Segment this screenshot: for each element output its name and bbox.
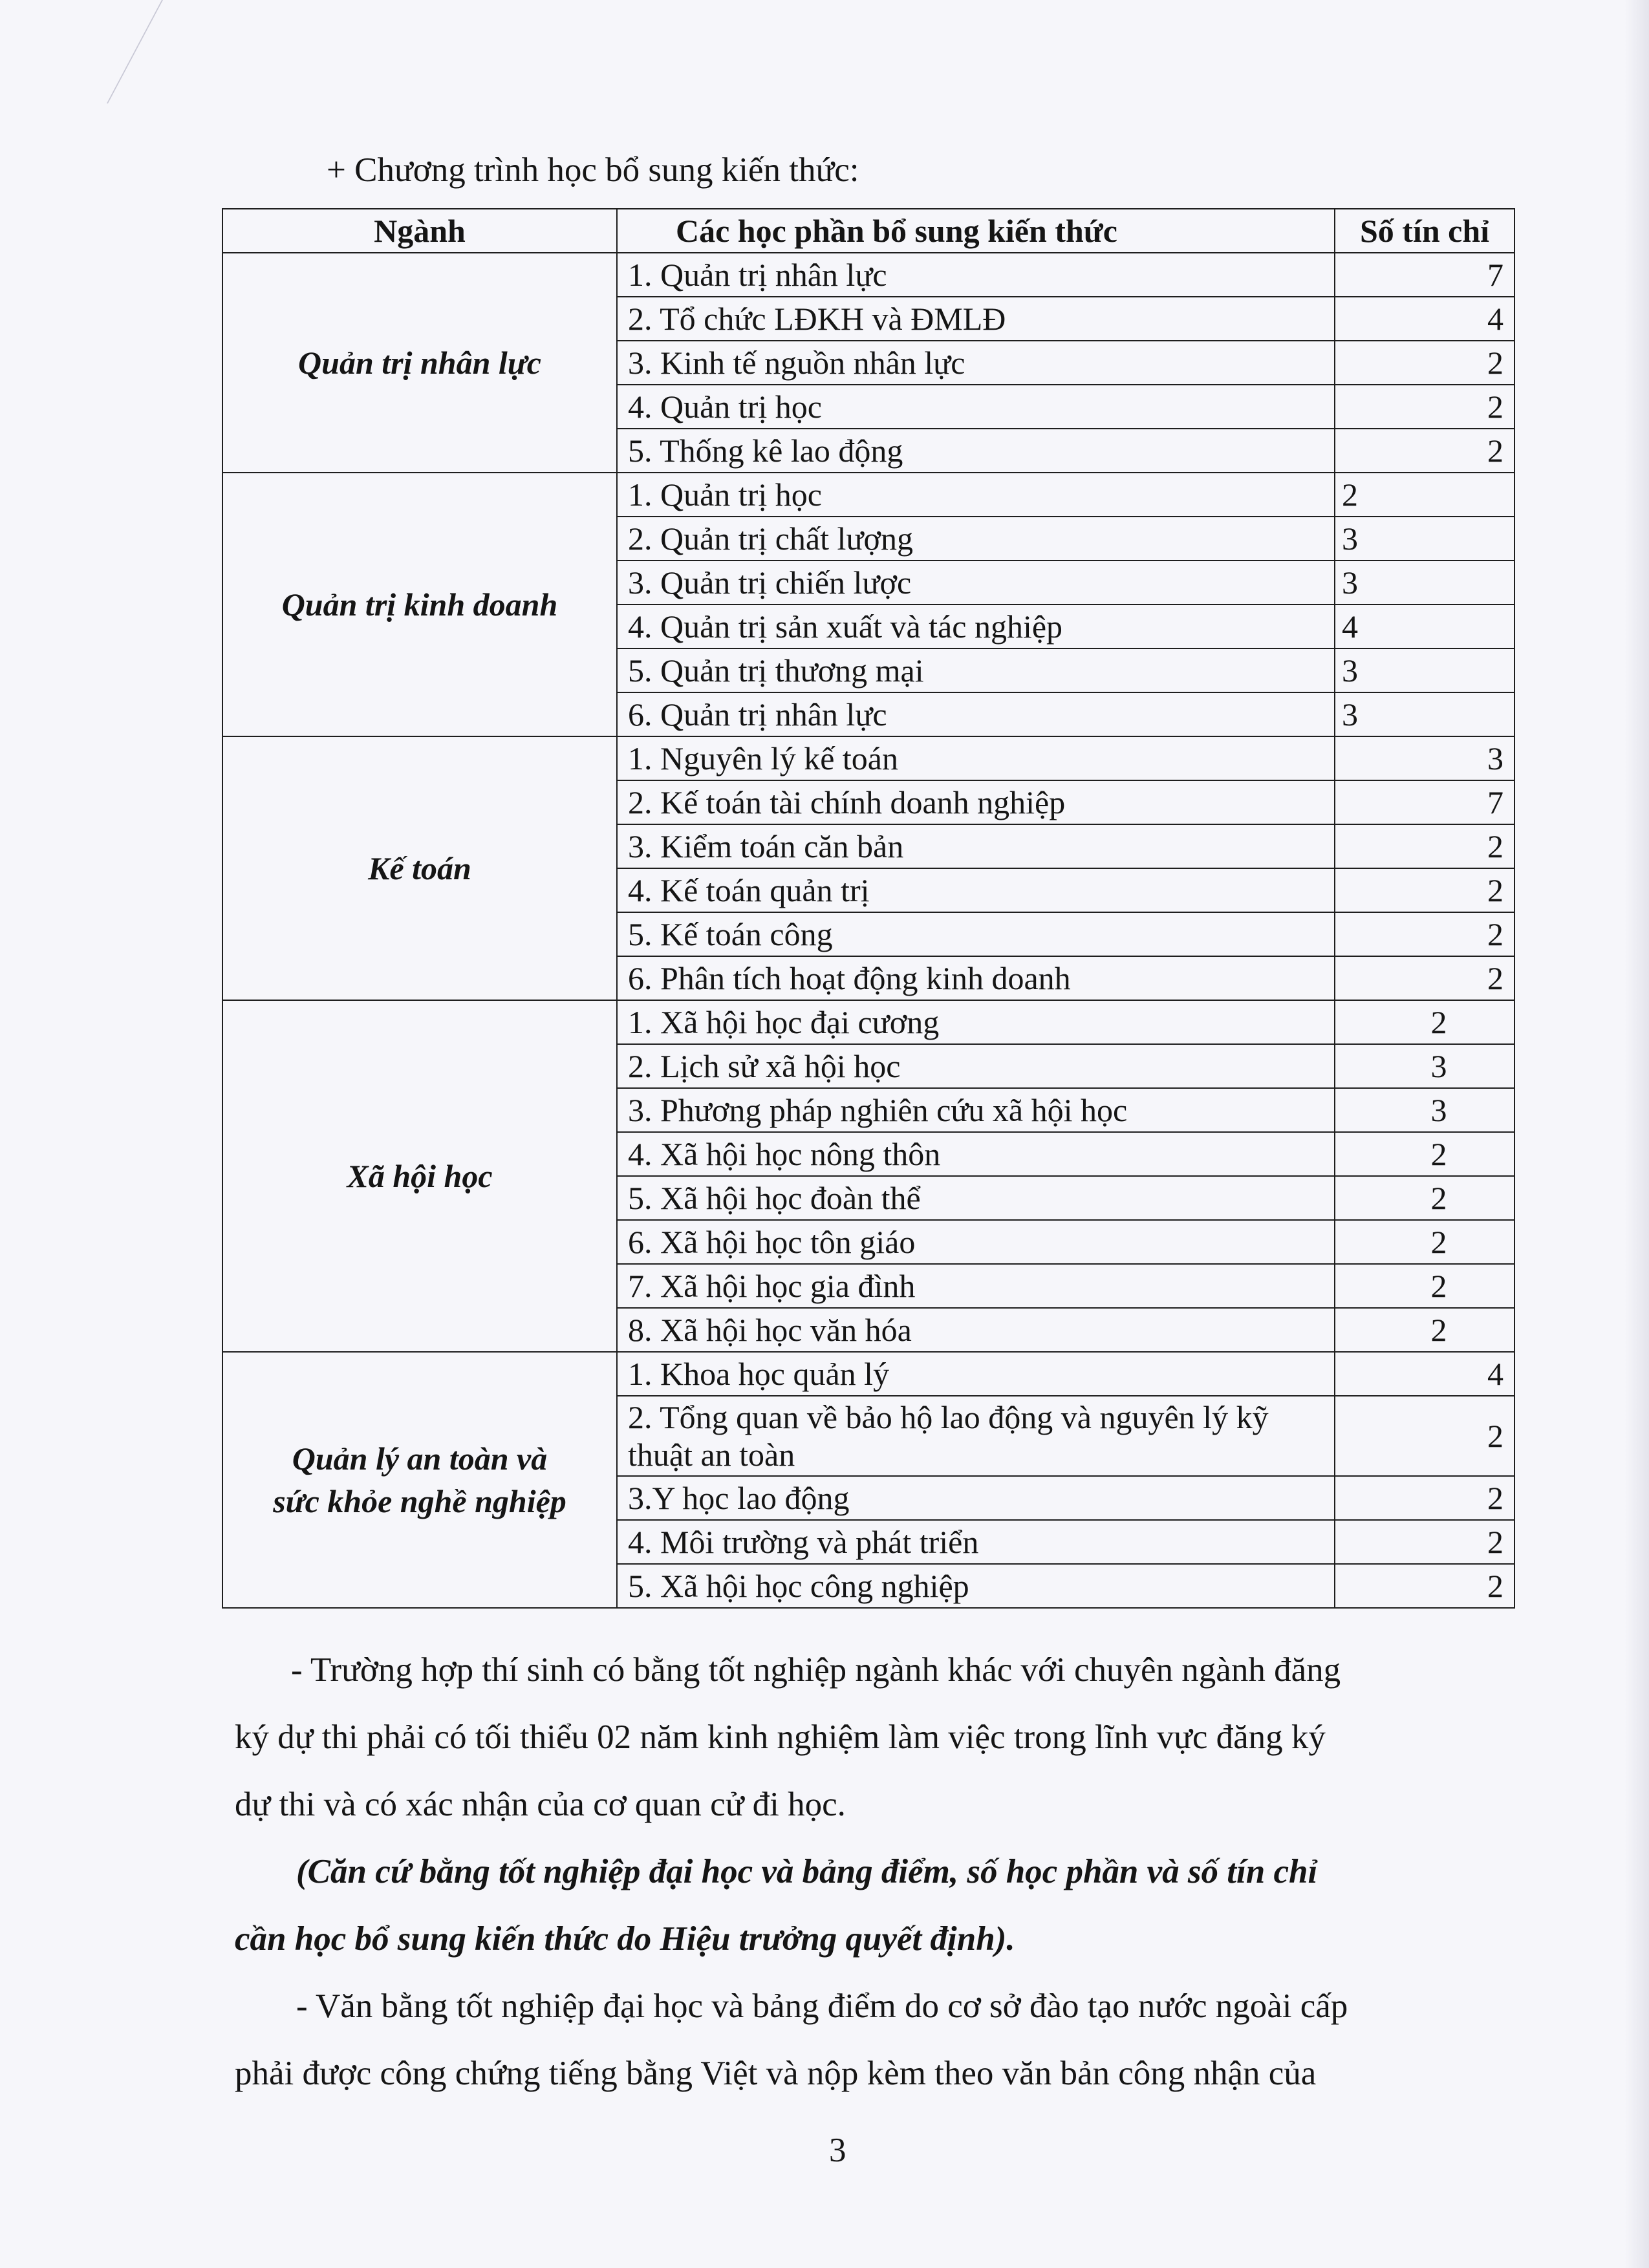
course-cell: 4. Quản trị học [617,385,1335,429]
table-row [222,473,1514,517]
course-cell: 5. Thống kê lao động [617,429,1335,473]
course-cell: 2. Tổng quan về bảo hộ lao động và nguyên lý kỹ thuật an toàn [617,1396,1335,1476]
course-cell: 3. Kinh tế nguồn nhân lực [617,341,1335,385]
section-intro: + Chương trình học bổ sung kiến thức: [327,151,859,189]
credits-cell: 2 [1335,1220,1514,1264]
course-cell: 4. Môi trường và phát triển [617,1520,1335,1564]
course-cell: 6. Xã hội học tôn giáo [617,1220,1335,1264]
course-cell: 1. Nguyên lý kế toán [617,736,1335,780]
credits-cell: 2 [1335,1564,1514,1608]
credits-cell: 3 [1335,1044,1514,1088]
major-cell: Kế toán [222,736,617,1000]
header-credits: Số tín chỉ [1335,209,1514,253]
course-cell: 2. Tổ chức LĐKH và ĐMLĐ [617,297,1335,341]
paper-fold-mark [42,0,163,103]
course-cell: 1. Xã hội học đại cương [617,1000,1335,1044]
course-cell: 5. Quản trị thương mại [617,648,1335,692]
paragraph-line: dự thi và có xác nhận của cơ quan cử đi học. [235,1786,846,1823]
major-label-line: sức khỏe nghề nghiệp [273,1483,566,1519]
credits-cell: 2 [1335,473,1514,517]
credits-cell: 2 [1335,1520,1514,1564]
note-line: cần học bổ sung kiến thức do Hiệu trưởng quyết định). [235,1920,1015,1958]
credits-cell: 2 [1335,385,1514,429]
credits-cell: 4 [1335,1352,1514,1396]
credits-cell: 3 [1335,736,1514,780]
paragraph-line: - Trường hợp thí sinh có bằng tốt nghiệp ngành khác với chuyên ngành đăng [291,1651,1341,1689]
paragraph-line: ký dự thi phải có tối thiểu 02 năm kinh nghiệm làm việc trong lĩnh vực đăng ký [235,1718,1326,1756]
credits-cell: 2 [1335,1132,1514,1176]
table-row [222,253,1514,297]
major-cell: Xã hội học [222,1000,617,1352]
header-major: Ngành [222,209,617,253]
page-number: 3 [829,2132,846,2169]
course-cell: 8. Xã hội học văn hóa [617,1308,1335,1352]
course-cell: 3. Phương pháp nghiên cứu xã hội học [617,1088,1335,1132]
course-cell: 1. Quản trị học [617,473,1335,517]
credits-cell: 2 [1335,341,1514,385]
header-courses: Các học phần bổ sung kiến thức [617,209,1335,253]
credits-cell: 2 [1335,912,1514,956]
credits-cell: 3 [1335,517,1514,561]
credits-cell: 3 [1335,692,1514,736]
paragraph-line: phải được công chứng tiếng bằng Việt và nộp kèm theo văn bản công nhận của [235,2055,1317,2092]
course-cell: 1. Quản trị nhân lực [617,253,1335,297]
table-row [222,1352,1514,1396]
course-cell: 6. Quản trị nhân lực [617,692,1335,736]
paragraph-line: - Văn bằng tốt nghiệp đại học và bảng điểm do cơ sở đào tạo nước ngoài cấp [296,1987,1348,2025]
course-cell: 2. Quản trị chất lượng [617,517,1335,561]
course-cell: 2. Lịch sử xã hội học [617,1044,1335,1088]
supplementary-courses-table [222,208,1515,1609]
table-body [222,253,1514,1608]
course-cell: 6. Phân tích hoạt động kinh doanh [617,956,1335,1000]
credits-cell: 2 [1335,429,1514,473]
note-line: (Căn cứ bằng tốt nghiệp đại học và bảng điểm, số học phần và số tín chỉ [296,1853,1318,1890]
major-label-line: Quản lý an toàn và [292,1440,548,1477]
credits-cell: 2 [1335,1264,1514,1308]
table-row [222,1000,1514,1044]
course-cell: 1. Khoa học quản lý [617,1352,1335,1396]
course-cell: 7. Xã hội học gia đình [617,1264,1335,1308]
course-cell: 5. Xã hội học công nghiệp [617,1564,1335,1608]
course-cell: 5. Kế toán công [617,912,1335,956]
credits-cell: 2 [1335,1308,1514,1352]
credits-cell: 4 [1335,297,1514,341]
credits-cell: 2 [1335,1000,1514,1044]
course-cell: 3.Y học lao động [617,1476,1335,1520]
credits-cell: 2 [1335,956,1514,1000]
credits-cell: 2 [1335,1176,1514,1220]
credits-cell: 4 [1335,604,1514,648]
major-cell [222,1352,617,1608]
credits-cell: 3 [1335,1088,1514,1132]
course-cell: 3. Kiểm toán căn bản [617,824,1335,868]
credits-cell: 2 [1335,1396,1514,1476]
course-cell: 4. Quản trị sản xuất và tác nghiệp [617,604,1335,648]
credits-cell: 2 [1335,868,1514,912]
course-cell: 4. Xã hội học nông thôn [617,1132,1335,1176]
credits-cell: 2 [1335,1476,1514,1520]
credits-cell: 3 [1335,561,1514,604]
scan-edge-shadow [1624,0,1649,2268]
credits-cell: 7 [1335,780,1514,824]
table-header-row [222,209,1514,253]
credits-cell: 2 [1335,824,1514,868]
major-cell: Quản trị nhân lực [222,253,617,473]
course-cell: 2. Kế toán tài chính doanh nghiệp [617,780,1335,824]
table-row [222,736,1514,780]
credits-cell: 7 [1335,253,1514,297]
course-cell: 5. Xã hội học đoàn thể [617,1176,1335,1220]
major-cell: Quản trị kinh doanh [222,473,617,736]
course-cell: 4. Kế toán quản trị [617,868,1335,912]
course-cell: 3. Quản trị chiến lược [617,561,1335,604]
credits-cell: 3 [1335,648,1514,692]
